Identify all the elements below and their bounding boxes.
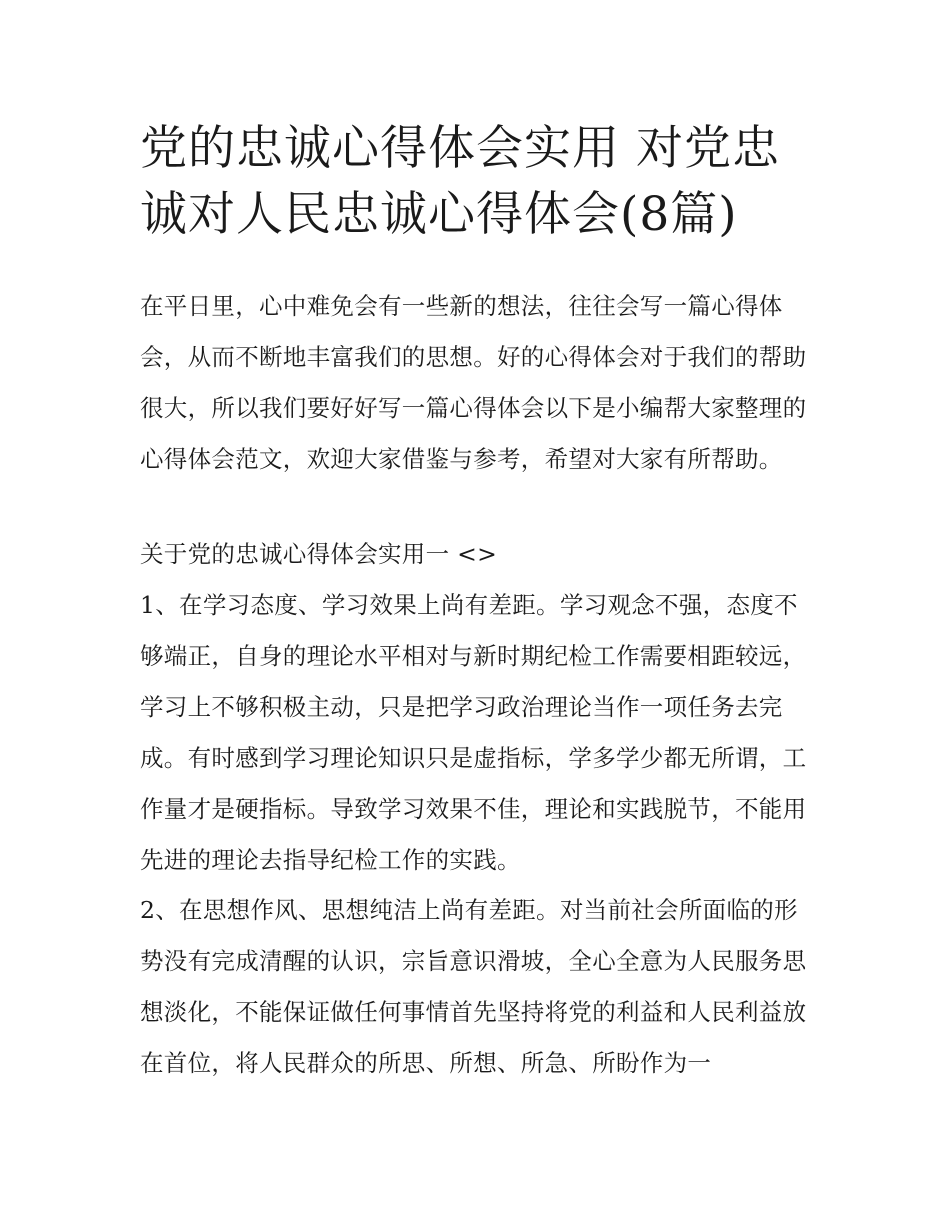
- intro-paragraph: 在平日里，心中难免会有一些新的想法，往往会写一篇心得体会，从而不断地丰富我们的思想。好的心得体会对于我们的帮助很大，所以我们要好好写一篇心得体会以下是小编帮大家整理的心得体会范文，欢迎大家借鉴与参考，希望对大家有所帮助。: [140, 292, 807, 473]
- document-title: 党的忠诚心得体会实用 对党忠诚对人民忠诚心得体会(8篇): [140, 121, 780, 242]
- list-item-1: 1、在学习态度、学习效果上尚有差距。学习观念不强，态度不够端正，自身的理论水平相对与新时期纪检工作需要相距较远，学习上不够积极主动，只是把学习政治理论当作一项任务去完成。有时感到学习理论知识只是虚指标，学多学少都无所谓，工作量才是硬指标。导致学习效果不佳，理论和实践脱节，不能用先进的理论去指导纪检工作的实践。: [140, 591, 807, 874]
- list-item-2: 2、在思想作风、思想纯洁上尚有差距。对当前社会所面临的形势没有完成清醒的认识，宗旨意识滑坡，全心全意为人民服务思想淡化，不能保证做任何事情首先坚持将党的利益和人民利益放在首位，将人民群众的所思、所想、所急、所盼作为一: [140, 896, 807, 1077]
- section-heading: 关于党的忠诚心得体会实用一 <>: [140, 540, 498, 568]
